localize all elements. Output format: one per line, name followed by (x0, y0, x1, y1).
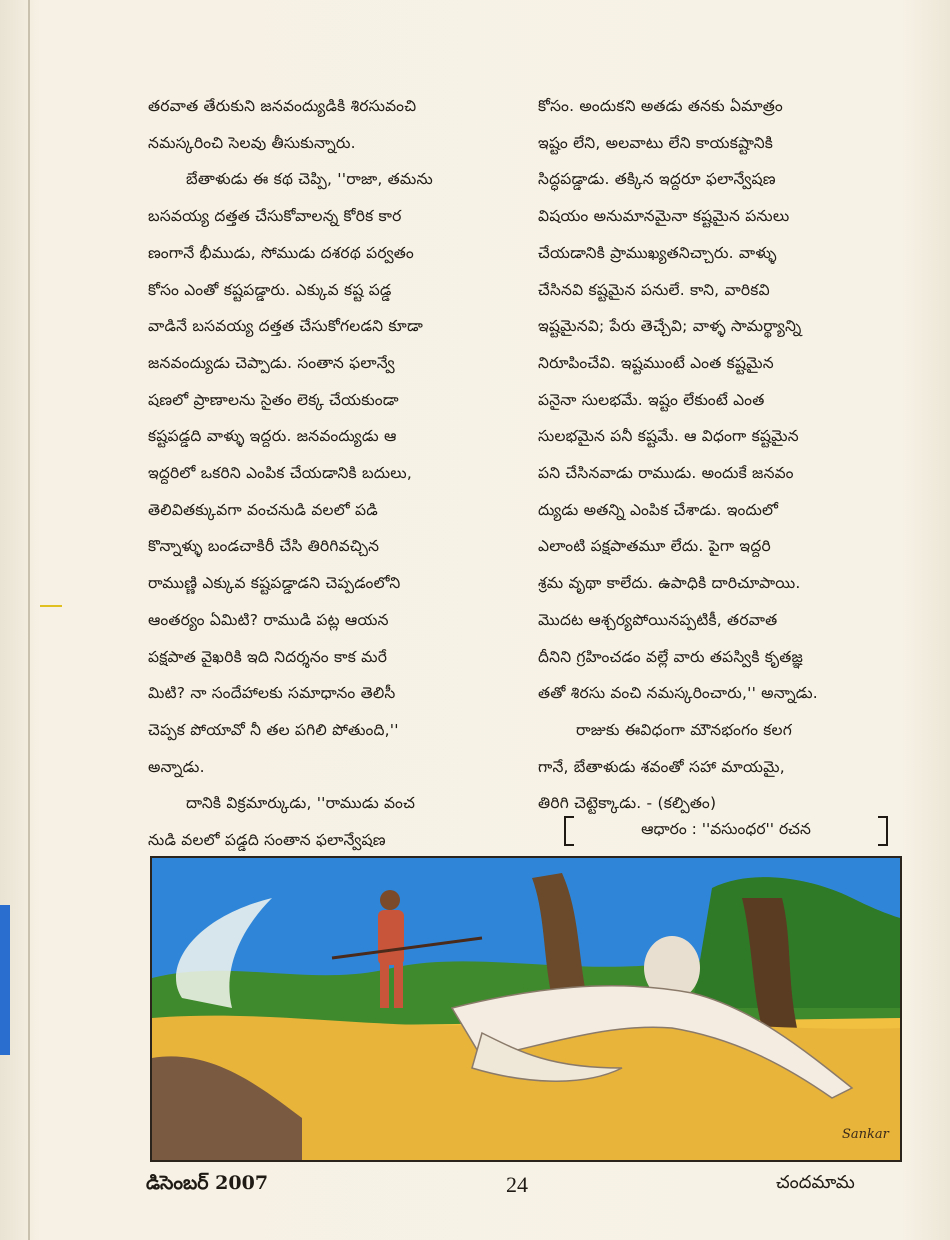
text-line: ఇద్దరిలో ఒకరిని ఎంపిక చేయడానికి బదులు, (148, 464, 412, 483)
text-line: తెలివితక్కువగా వంచనుడి వలలో పడి (148, 500, 378, 519)
text-line: ణంగానే భీముడు, సోముడు దశరథ పర్వతం (148, 243, 414, 262)
binding-edge (28, 0, 30, 1240)
text-line: ఇష్టమైనవి; పేరు తెచ్చేవి; వాళ్ళ సామర్థ్యాన్ని (538, 317, 802, 336)
edge-color-tab (0, 905, 10, 1055)
text-line: తిరిగి చెట్టెక్కాడు. - (కల్పితం) (538, 794, 717, 813)
text-line: దీనిని గ్రహించడం వల్లే వారు తపస్వికి కృతజ్ఞ (538, 647, 804, 666)
footer-date: డిసెంబర్ 2007 (146, 1172, 269, 1194)
text-line: కోసం ఎంతో కష్టపడ్డారు. ఎక్కువ కష్ట పడ్డ (148, 280, 392, 299)
text-line: మిటి? నా సందేహాలకు సమాధానం తెలిసీ (148, 684, 396, 703)
text-line: చెప్పక పోయావో నీ తల పగిలి పోతుంది,'' (148, 720, 399, 739)
text-line: గానే, బేతాళుడు శవంతో సహా మాయమై, (538, 757, 785, 776)
text-line: దానికి విక్రమార్కుడు, ''రాముడు వంచ (186, 794, 416, 813)
text-line: సిద్ధపడ్డాడు. తక్కిన ఇద్దరూ ఫలాన్వేషణ (538, 170, 776, 189)
text-line: నుడి వలలో పడ్డది సంతాన ఫలాన్వేషణ (148, 831, 386, 850)
text-line: ఆంతర్యం ఏమిటి? రాముడి పట్ల ఆయన (148, 610, 389, 629)
text-line: కొన్నాళ్ళు బండచాకిరీ చేసి తిరిగివచ్చిన (148, 537, 380, 556)
text-line: అన్నాడు. (148, 757, 205, 776)
text-line: రాముణ్ణి ఎక్కువ కష్టపడ్డాడని చెప్పడంలోని (148, 574, 401, 593)
text-line: పక్షపాత వైఖరికి ఇది నిదర్శనం కాక మరే (148, 647, 388, 666)
source-reference: ఆధారం : ''వసుంధర'' రచన (564, 812, 888, 846)
text-line: జనవంద్యుడు చెప్పాడు. సంతాన ఫలాన్వే (148, 353, 395, 372)
text-line: వాడినే బసవయ్య దత్తత చేసుకోగలడని కూడా (148, 317, 423, 336)
magazine-name: చందమామ (776, 1172, 855, 1193)
story-illustration (150, 856, 902, 1162)
illustration-drawing (152, 858, 900, 1160)
text-line: తతో శిరసు వంచి నమస్కరించారు,'' అన్నాడు. (538, 684, 818, 703)
text-line: నమస్కరించి సెలవు తీసుకున్నారు. (148, 133, 356, 152)
text-line: బేతాళుడు ఈ కథ చెప్పి, ''రాజా, తమను (186, 170, 433, 189)
text-line: శ్రమ వృథా కాలేదు. ఉపాధికి దారిచూపాయి. (538, 574, 801, 593)
text-line: ద్యుడు అతన్ని ఎంపిక చేశాడు. ఇందులో (538, 500, 779, 519)
text-line: పని చేసినవాడు రాముడు. అందుకే జనవం (538, 464, 794, 483)
text-line: తరవాత తేరుకుని జనవంద్యుడికి శిరసువంచి (148, 97, 417, 115)
page-number: 24 (506, 1172, 528, 1197)
text-line: పనైనా సులభమే. ఇష్టం లేకుంటే ఎంత (538, 390, 765, 409)
text-line: కష్టపడ్డది వాళ్ళు ఇద్దరు. జనవంద్యుడు ఆ (148, 427, 397, 446)
text-line: విషయం అనుమానమైనా కష్టమైన పనులు (538, 207, 790, 226)
text-line: షణలో ప్రాణాలను సైతం లెక్క చేయకుండా (148, 390, 399, 409)
text-line: రాజుకు ఈవిధంగా మౌనభంగం కలగ (576, 720, 792, 739)
margin-mark (40, 605, 62, 607)
text-line: మొదట ఆశ్చర్యపోయినప్పటికీ, తరవాత (538, 610, 778, 629)
text-line: కోసం. అందుకని అతడు తనకు ఏమాత్రం (538, 97, 783, 115)
right-text-column (538, 88, 908, 822)
artist-signature: Sankar (842, 1127, 889, 1142)
text-line: బసవయ్య దత్తత చేసుకోవాలన్న కోరిక కార (148, 207, 402, 226)
left-text-column (148, 88, 518, 859)
text-line: చేయడానికి ప్రాముఖ్యతనిచ్చారు. వాళ్ళు (538, 243, 777, 262)
text-line: సులభమైన పనీ కష్టమే. ఆ విధంగా కష్టమైన (538, 427, 799, 446)
text-line: నిరూపించేవి. ఇష్టముంటే ఎంత కష్టమైన (538, 353, 774, 372)
text-line: ఇష్టం లేని, అలవాటు లేని కాయకష్టానికి (538, 133, 774, 152)
text-line: చేసినవి కష్టమైన పనులే. కాని, వారికవి (538, 280, 770, 299)
text-line: ఎలాంటి పక్షపాతమూ లేదు. పైగా ఇద్దరి (538, 537, 771, 556)
